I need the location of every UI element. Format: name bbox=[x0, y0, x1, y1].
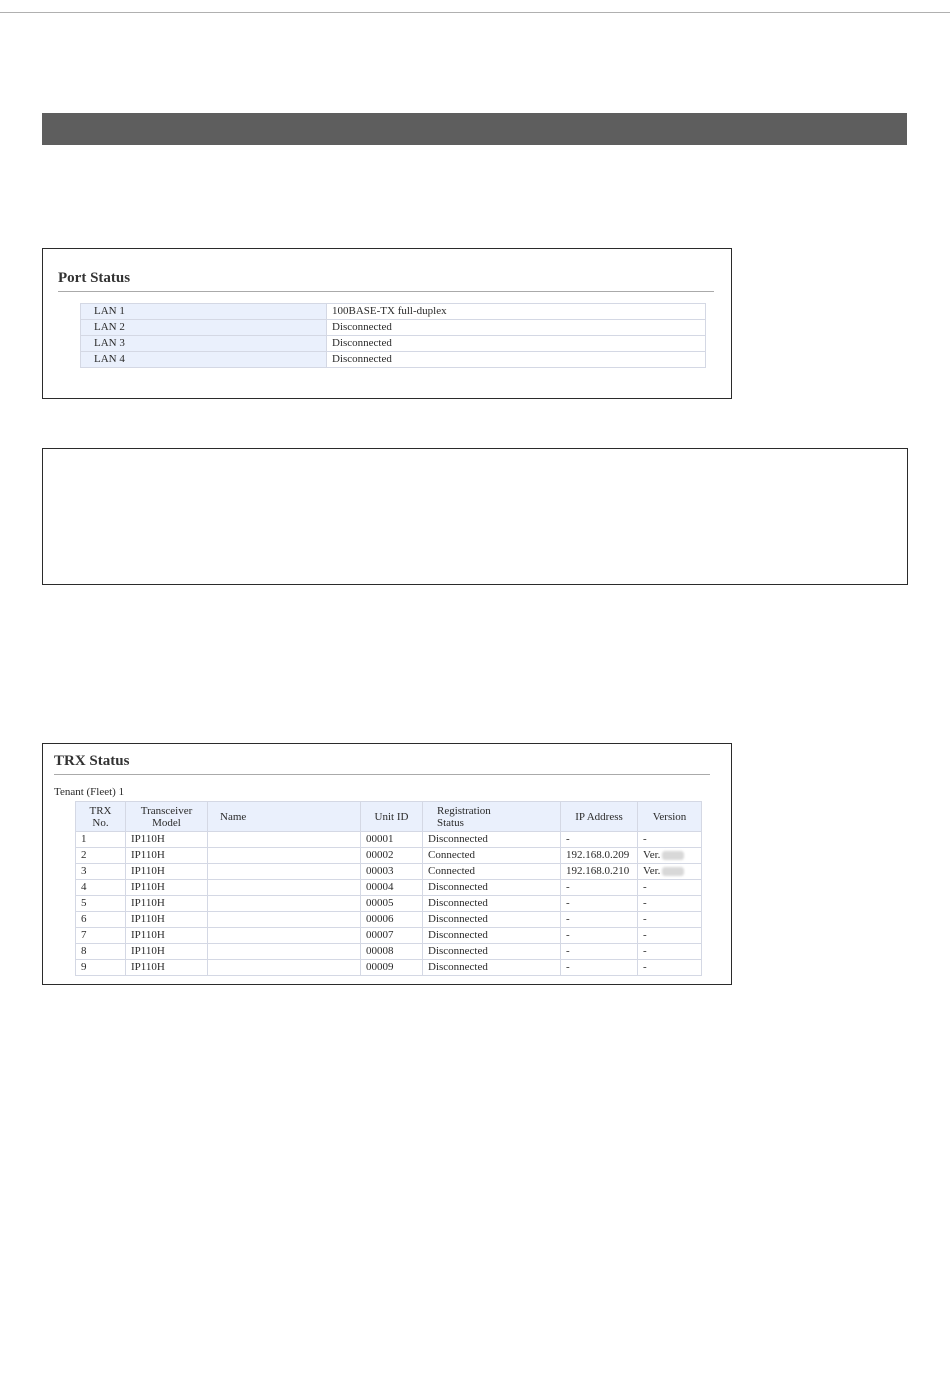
ip-cell-text: - bbox=[566, 897, 570, 909]
unit-id-cell-text: 00009 bbox=[366, 961, 394, 973]
name-cell bbox=[208, 944, 361, 960]
version-cell-text: - bbox=[643, 929, 647, 941]
trx-no-cell-text: 3 bbox=[81, 865, 87, 877]
port-label: LAN 2 bbox=[81, 320, 327, 336]
unit-id-cell-text: 00003 bbox=[366, 865, 394, 877]
ip-cell bbox=[561, 864, 638, 880]
table-row bbox=[81, 352, 706, 368]
trx-status-table bbox=[75, 801, 702, 976]
trx-no-cell bbox=[76, 896, 126, 912]
status-cell bbox=[423, 864, 561, 880]
version-cell-text: - bbox=[643, 945, 647, 957]
unit-id-cell bbox=[361, 880, 423, 896]
ip-cell-text: - bbox=[566, 929, 570, 941]
status-cell-text: Disconnected bbox=[428, 913, 488, 925]
version-cell-text: - bbox=[643, 897, 647, 909]
model-cell bbox=[126, 928, 208, 944]
name-cell bbox=[208, 912, 361, 928]
port-status-divider bbox=[58, 291, 714, 292]
model-cell bbox=[126, 832, 208, 848]
table-row bbox=[76, 896, 702, 912]
table-row bbox=[76, 832, 702, 848]
status-cell-text: Disconnected bbox=[428, 929, 488, 941]
model-cell-text: IP110H bbox=[131, 929, 165, 941]
version-cell bbox=[638, 912, 702, 928]
redacted-version bbox=[662, 851, 684, 860]
unit-id-cell-text: 00004 bbox=[366, 881, 394, 893]
model-cell-text: IP110H bbox=[131, 897, 165, 909]
unit-id-cell bbox=[361, 960, 423, 976]
status-cell-text: Disconnected bbox=[428, 945, 488, 957]
table-row bbox=[76, 848, 702, 864]
version-cell bbox=[638, 864, 702, 880]
section-header-bar bbox=[42, 113, 907, 145]
col-transceiver-model bbox=[126, 802, 208, 832]
trx-status-title: TRX Status bbox=[54, 753, 130, 769]
name-cell bbox=[208, 880, 361, 896]
header-text: Status bbox=[437, 816, 464, 829]
col-registration-status bbox=[423, 802, 561, 832]
port-label: LAN 4 bbox=[81, 352, 327, 368]
table-row bbox=[76, 944, 702, 960]
status-cell bbox=[423, 960, 561, 976]
page-top-rule bbox=[0, 12, 950, 13]
trx-no-cell-text: 2 bbox=[81, 849, 87, 861]
model-cell bbox=[126, 864, 208, 880]
name-cell bbox=[208, 848, 361, 864]
header-text: Model bbox=[152, 816, 181, 829]
ip-cell bbox=[561, 944, 638, 960]
version-cell bbox=[638, 960, 702, 976]
trx-status-panel bbox=[42, 743, 732, 985]
unit-id-cell bbox=[361, 912, 423, 928]
header-text: TRX bbox=[89, 804, 112, 817]
col-trx-no bbox=[76, 802, 126, 832]
trx-no-cell-text: 5 bbox=[81, 897, 87, 909]
trx-no-cell-text: 4 bbox=[81, 881, 87, 893]
ip-cell bbox=[561, 912, 638, 928]
model-cell bbox=[126, 880, 208, 896]
status-cell-text: Disconnected bbox=[428, 833, 488, 845]
ip-cell-text: - bbox=[566, 881, 570, 893]
unit-id-cell-text: 00005 bbox=[366, 897, 394, 909]
ip-cell bbox=[561, 928, 638, 944]
status-cell-text: Connected bbox=[428, 849, 476, 861]
ip-cell bbox=[561, 832, 638, 848]
trx-no-cell bbox=[76, 912, 126, 928]
status-cell bbox=[423, 848, 561, 864]
status-cell bbox=[423, 880, 561, 896]
port-status-table bbox=[80, 303, 706, 368]
model-cell-text: IP110H bbox=[131, 913, 165, 925]
ip-cell bbox=[561, 848, 638, 864]
trx-no-cell bbox=[76, 928, 126, 944]
table-row bbox=[76, 880, 702, 896]
header-text: Transceiver bbox=[140, 804, 193, 817]
note-box bbox=[42, 448, 908, 585]
port-value: Disconnected bbox=[327, 352, 706, 368]
name-cell bbox=[208, 960, 361, 976]
status-cell bbox=[423, 944, 561, 960]
col-ip-address bbox=[561, 802, 638, 832]
name-cell bbox=[208, 928, 361, 944]
name-cell bbox=[208, 896, 361, 912]
col-version bbox=[638, 802, 702, 832]
status-cell bbox=[423, 928, 561, 944]
version-cell-text: - bbox=[643, 913, 647, 925]
unit-id-cell bbox=[361, 896, 423, 912]
port-status-panel bbox=[42, 248, 732, 399]
model-cell-text: IP110H bbox=[131, 881, 165, 893]
port-label: LAN 3 bbox=[81, 336, 327, 352]
port-value: Disconnected bbox=[327, 336, 706, 352]
trx-no-cell bbox=[76, 848, 126, 864]
trx-no-cell bbox=[76, 960, 126, 976]
ip-cell-text: - bbox=[566, 945, 570, 957]
ip-cell-text: - bbox=[566, 961, 570, 973]
version-cell-text: - bbox=[643, 833, 647, 845]
header-text: Registration bbox=[437, 804, 491, 817]
table-row bbox=[81, 320, 706, 336]
port-value: Disconnected bbox=[327, 320, 706, 336]
unit-id-cell-text: 00007 bbox=[366, 929, 394, 941]
table-row bbox=[76, 960, 702, 976]
trx-no-cell bbox=[76, 832, 126, 848]
unit-id-cell bbox=[361, 864, 423, 880]
table-row bbox=[81, 304, 706, 320]
port-value: 100BASE-TX full-duplex bbox=[327, 304, 706, 320]
model-cell bbox=[126, 960, 208, 976]
ip-cell-text: 192.168.0.210 bbox=[566, 865, 630, 877]
trx-no-cell-text: 7 bbox=[81, 929, 87, 941]
table-row bbox=[76, 864, 702, 880]
status-cell bbox=[423, 896, 561, 912]
version-cell-text: Ver. bbox=[643, 865, 661, 877]
ip-cell bbox=[561, 960, 638, 976]
table-row bbox=[76, 912, 702, 928]
unit-id-cell bbox=[361, 928, 423, 944]
status-cell-text: Disconnected bbox=[428, 881, 488, 893]
trx-no-cell bbox=[76, 944, 126, 960]
trx-no-cell-text: 9 bbox=[81, 961, 87, 973]
version-cell-text: - bbox=[643, 881, 647, 893]
unit-id-cell-text: 00001 bbox=[366, 833, 394, 845]
ip-cell-text: 192.168.0.209 bbox=[566, 849, 630, 861]
version-cell bbox=[638, 944, 702, 960]
ip-cell bbox=[561, 896, 638, 912]
status-cell-text: Disconnected bbox=[428, 897, 488, 909]
unit-id-cell bbox=[361, 944, 423, 960]
model-cell-text: IP110H bbox=[131, 833, 165, 845]
version-cell-text: Ver. bbox=[643, 849, 661, 861]
table-row bbox=[81, 336, 706, 352]
header-text: Name bbox=[220, 810, 247, 823]
model-cell-text: IP110H bbox=[131, 865, 165, 877]
version-cell bbox=[638, 848, 702, 864]
header-text: Unit ID bbox=[374, 810, 409, 823]
name-cell bbox=[208, 832, 361, 848]
redacted-version bbox=[662, 867, 684, 876]
ip-cell bbox=[561, 880, 638, 896]
trx-status-divider bbox=[54, 774, 710, 775]
port-status-title: Port Status bbox=[58, 270, 131, 286]
unit-id-cell bbox=[361, 848, 423, 864]
model-cell bbox=[126, 848, 208, 864]
status-cell bbox=[423, 832, 561, 848]
tenant-label: Tenant (Fleet) 1 bbox=[54, 786, 125, 798]
trx-no-cell bbox=[76, 880, 126, 896]
header-text: IP Address bbox=[575, 810, 623, 823]
model-cell bbox=[126, 912, 208, 928]
version-cell bbox=[638, 928, 702, 944]
version-cell bbox=[638, 832, 702, 848]
status-cell-text: Disconnected bbox=[428, 961, 488, 973]
trx-no-cell-text: 6 bbox=[81, 913, 87, 925]
ip-cell-text: - bbox=[566, 913, 570, 925]
ip-cell-text: - bbox=[566, 833, 570, 845]
version-cell bbox=[638, 896, 702, 912]
col-unit-id bbox=[361, 802, 423, 832]
status-cell bbox=[423, 912, 561, 928]
model-cell-text: IP110H bbox=[131, 961, 165, 973]
unit-id-cell-text: 00008 bbox=[366, 945, 394, 957]
trx-no-cell bbox=[76, 864, 126, 880]
model-cell bbox=[126, 896, 208, 912]
model-cell-text: IP110H bbox=[131, 945, 165, 957]
table-header-row bbox=[76, 802, 702, 832]
header-text: Version bbox=[652, 810, 687, 823]
col-name bbox=[208, 802, 361, 832]
trx-no-cell-text: 1 bbox=[81, 833, 87, 845]
trx-no-cell-text: 8 bbox=[81, 945, 87, 957]
model-cell bbox=[126, 944, 208, 960]
status-cell-text: Connected bbox=[428, 865, 476, 877]
name-cell bbox=[208, 864, 361, 880]
version-cell-text: - bbox=[643, 961, 647, 973]
model-cell-text: IP110H bbox=[131, 849, 165, 861]
unit-id-cell bbox=[361, 832, 423, 848]
unit-id-cell-text: 00006 bbox=[366, 913, 394, 925]
table-row bbox=[76, 928, 702, 944]
port-label: LAN 1 bbox=[81, 304, 327, 320]
version-cell bbox=[638, 880, 702, 896]
unit-id-cell-text: 00002 bbox=[366, 849, 394, 861]
header-text: No. bbox=[92, 816, 109, 829]
